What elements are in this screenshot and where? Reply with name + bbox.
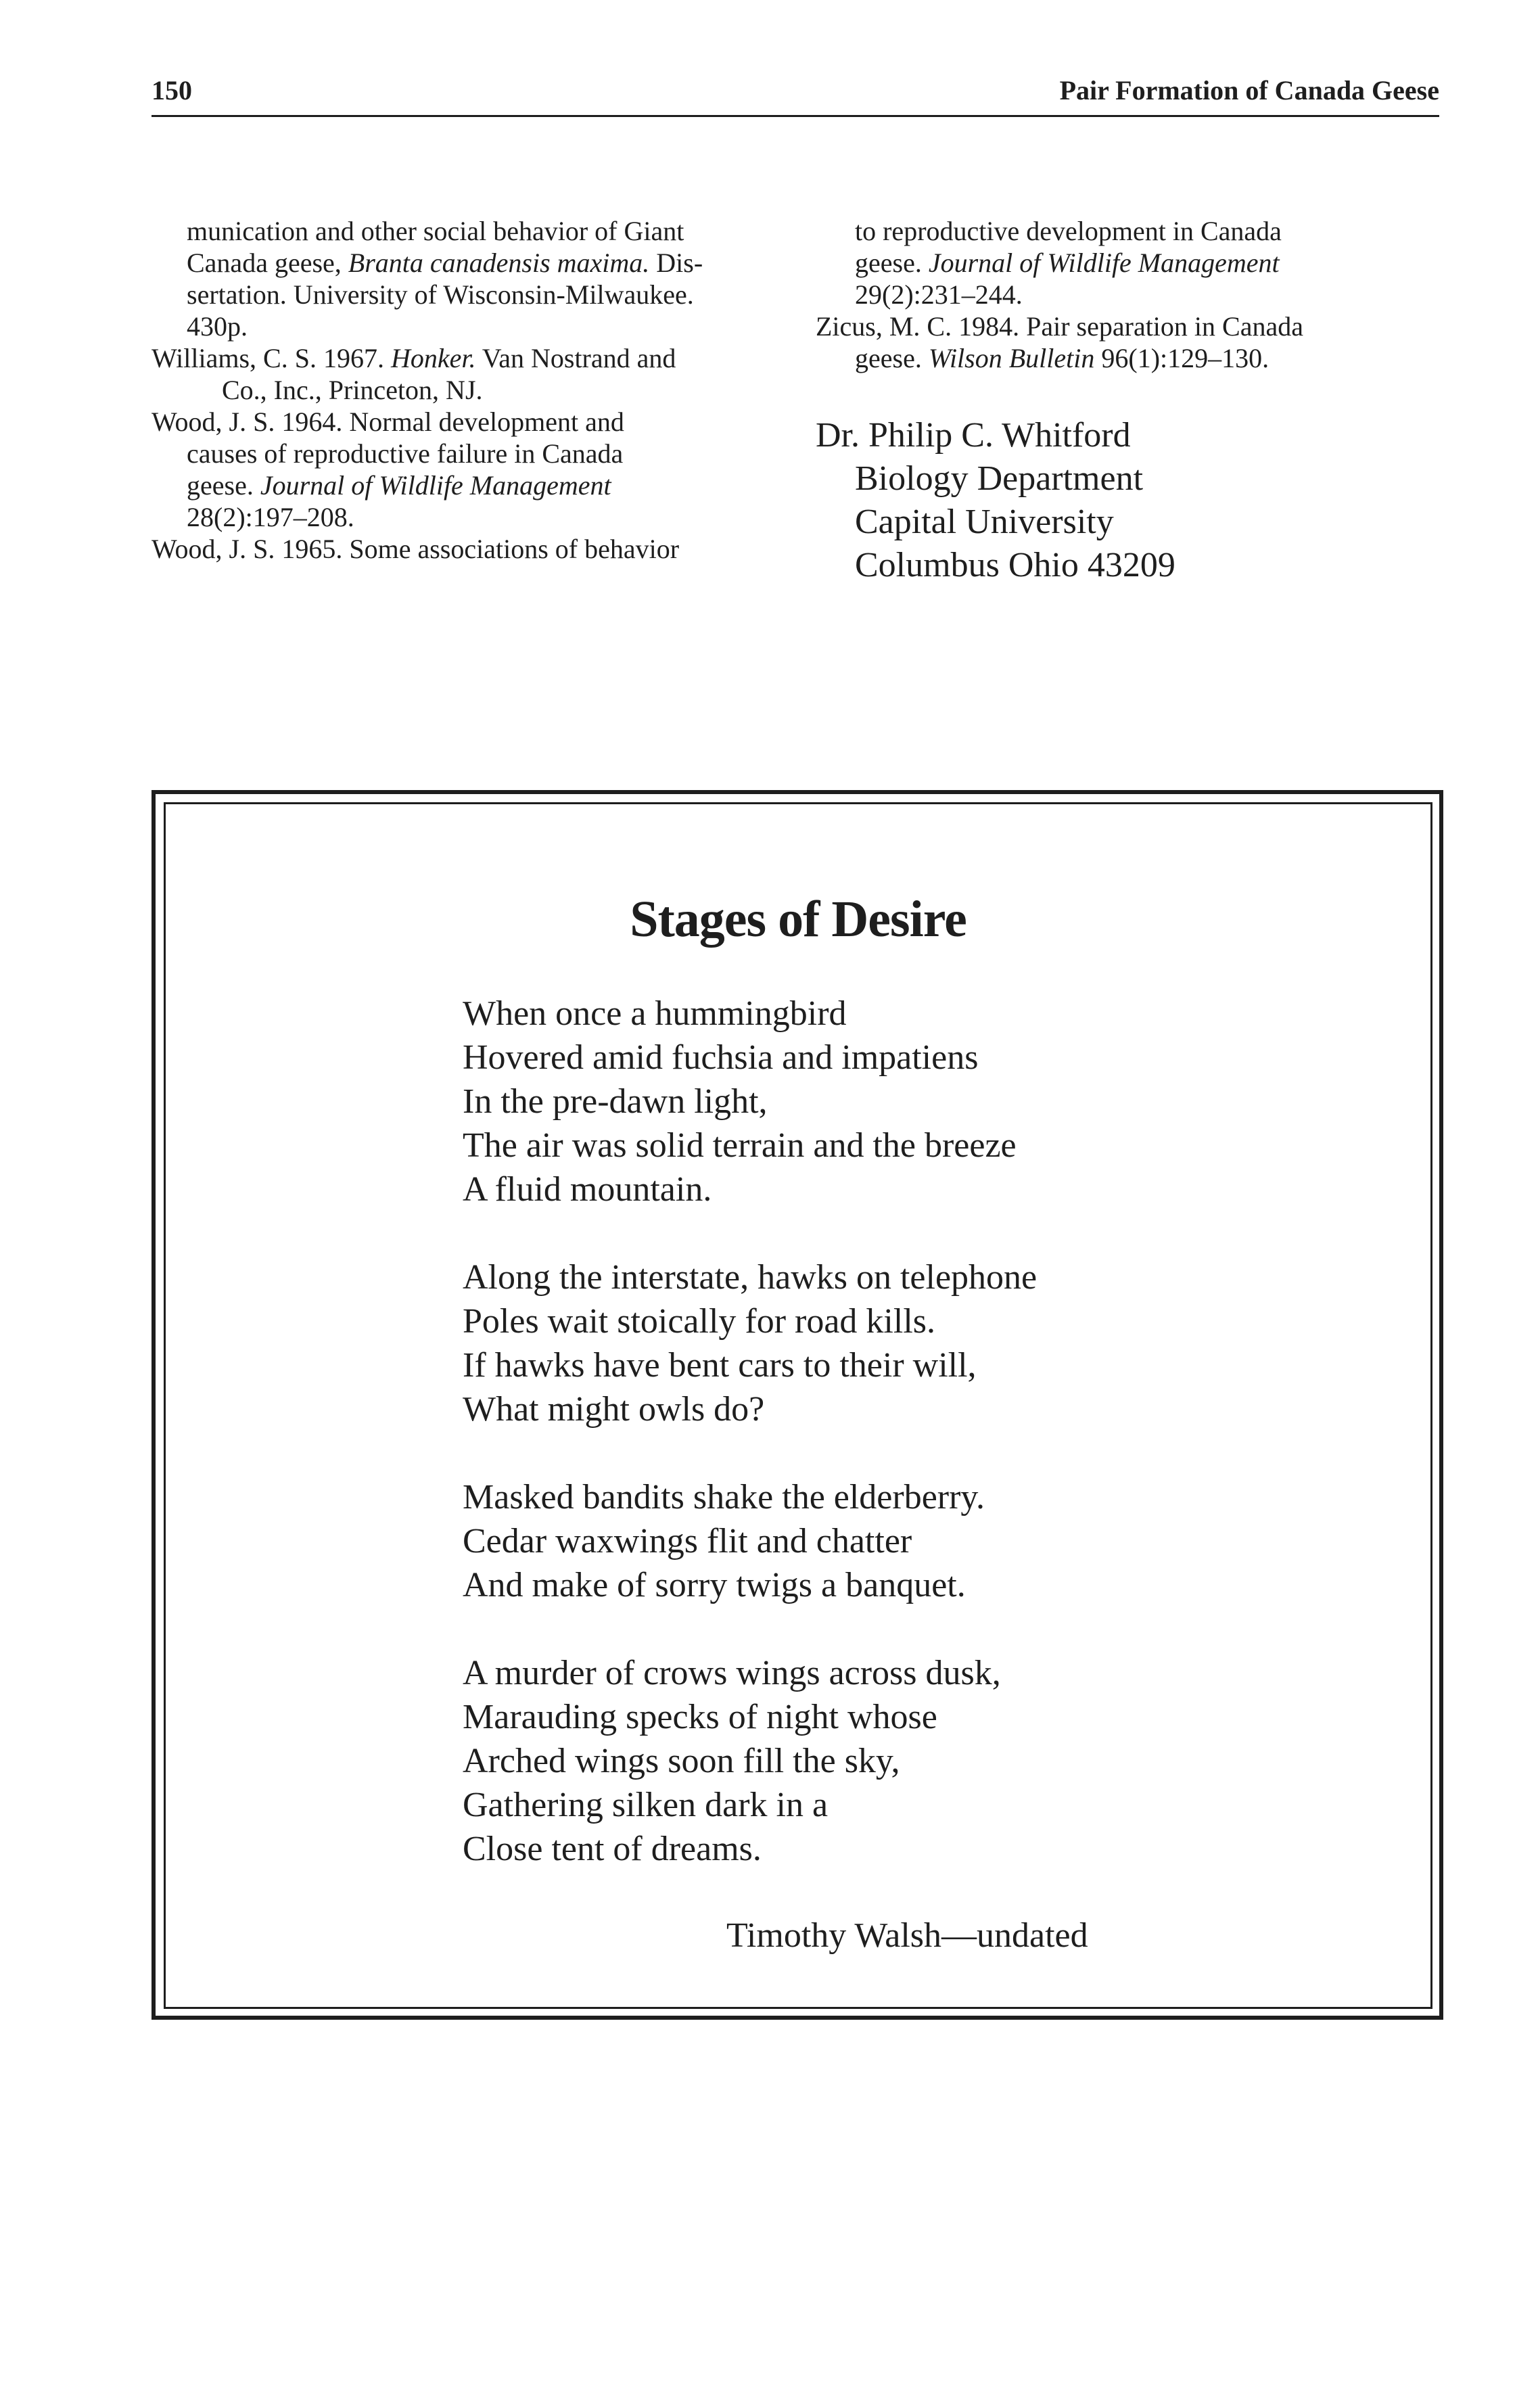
author-address xyxy=(816,414,1175,587)
book-title: Honker. xyxy=(390,343,476,373)
poem-body xyxy=(463,992,1274,1871)
address-line: Capital University xyxy=(855,503,1114,541)
reference-williams-1967: Williams, C. S. 1967. Honker. Van Nostrand and Co., Inc., Princeton, NJ. xyxy=(152,343,676,405)
address-line: Biology Department xyxy=(855,459,1144,498)
running-head: Pair Formation of Canada Geese xyxy=(1059,75,1439,106)
reference-continuation xyxy=(152,215,774,342)
page-header xyxy=(152,74,1439,115)
reference-wood-1965: Wood, J. S. 1965. Some associations of behavior xyxy=(152,534,680,564)
address-line: Dr. Philip C. Whitford xyxy=(816,416,1131,455)
poem-line: Gathering silken dark in a xyxy=(463,1786,829,1824)
journal-title: Wilson Bulletin xyxy=(928,343,1095,373)
references-right-column xyxy=(816,215,1442,374)
poem-line: When once a hummingbird xyxy=(463,994,847,1033)
reference-line: Canada geese, Branta canadensis maxima. Dis- xyxy=(187,248,703,278)
reference-continuation: to reproductive development in Canada geese. Journal of Wildlife Management 29(2):231–244. xyxy=(855,216,1282,310)
poem-stanza xyxy=(463,1651,1274,1871)
reference-line: 430p. xyxy=(187,311,248,342)
poem-stanza xyxy=(463,1475,1274,1607)
poem-line: Along the interstate, hawks on telephone xyxy=(463,1258,1038,1297)
poem-line: Poles wait stoically for road kills. xyxy=(463,1302,936,1341)
poem-line: What might owls do? xyxy=(463,1390,765,1429)
references-left-column xyxy=(152,215,774,565)
page-number: 150 xyxy=(152,75,192,106)
poem-line: Arched wings soon fill the sky, xyxy=(463,1742,900,1780)
poem-author: Timothy Walsh—undated xyxy=(726,1916,1088,1955)
journal-title: Journal of Wildlife Management xyxy=(928,248,1280,278)
poem-line: Close tent of dreams. xyxy=(463,1830,762,1868)
poem-line: In the pre-dawn light, xyxy=(463,1082,768,1121)
poem-line: A murder of crows wings across dusk, xyxy=(463,1654,1001,1692)
reference-line: munication and other social behavior of Giant xyxy=(187,216,684,246)
reference-line: sertation. University of Wisconsin-Milwaukee. xyxy=(187,279,694,310)
poem-line: And make of sorry twigs a banquet. xyxy=(463,1566,966,1604)
address-line: Columbus Ohio 43209 xyxy=(855,546,1175,584)
poem-title: Stages of Desire xyxy=(630,891,966,948)
poem-line: A fluid mountain. xyxy=(463,1170,712,1209)
journal-title: Journal of Wildlife Management xyxy=(260,470,611,501)
header-rule xyxy=(152,115,1439,117)
poem-line: Cedar waxwings flit and chatter xyxy=(463,1522,912,1560)
poem-line: Masked bandits shake the elderberry. xyxy=(463,1478,985,1516)
poem-line: Hovered amid fuchsia and impatiens xyxy=(463,1038,979,1077)
poem-line: Marauding specks of night whose xyxy=(463,1698,937,1736)
species-name: Branta canadensis maxima. xyxy=(348,248,650,278)
poem-line: If hawks have bent cars to their will, xyxy=(463,1346,977,1385)
reference-wood-1964: Wood, J. S. 1964. Normal development and causes of reproductive failure in Canada geese. Journal of Wildlife Management 28(2):197–208. xyxy=(152,407,624,532)
poem-line: The air was solid terrain and the breeze xyxy=(463,1126,1017,1165)
poem-stanza xyxy=(463,1255,1274,1431)
reference-zicus-1984: Zicus, M. C. 1984. Pair separation in Canada geese. Wilson Bulletin 96(1):129–130. xyxy=(816,311,1303,373)
poem-stanza xyxy=(463,992,1274,1211)
